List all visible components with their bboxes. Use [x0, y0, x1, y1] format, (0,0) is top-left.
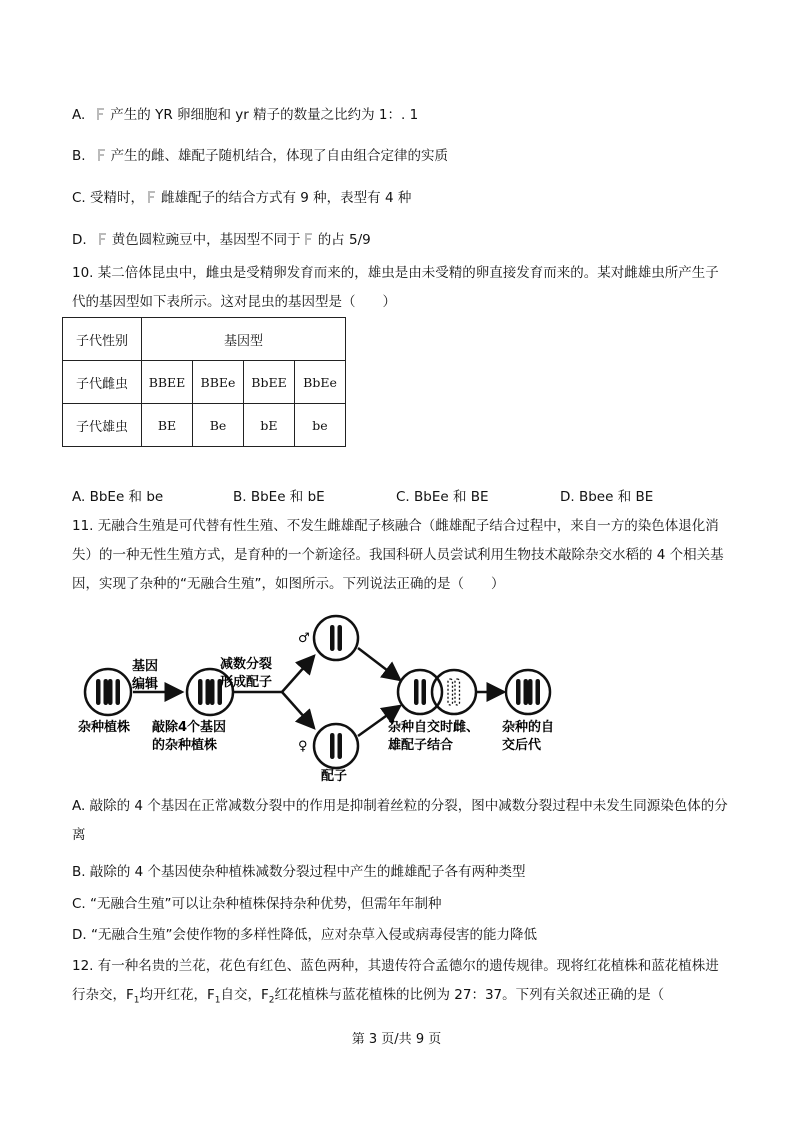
question-12-stem: 12. 有一种名贵的兰花，花色有红色、蓝色两种，其遗传符合孟德尔的遗传规律。现将红花植株和蓝花植株进行杂交，$F_1$均开红花，$F_1$自交，$F_2$红花植株与蓝花植株的比例为 27：37。下列有关叙述正确的是（: [72, 958, 719, 1006]
to-female-arrow: [282, 692, 314, 728]
offspring-label-1: 杂种的自: [502, 720, 555, 735]
f1-symbol-icon: [95, 107, 107, 121]
apomixis-diagram: [70, 612, 570, 784]
knockout-label-2: 的杂种植株: [152, 738, 218, 753]
offspring-cell: [506, 670, 550, 714]
table-row: [63, 404, 346, 447]
male-to-fusion-arrow: [358, 648, 400, 680]
table-row: [63, 361, 346, 404]
table-header-cell: 子代性别: [63, 318, 142, 361]
table-header-row: [63, 318, 346, 361]
f2-symbol-icon: [97, 232, 109, 246]
table-cell: bE: [244, 404, 295, 447]
hybrid-label: 杂种植株: [78, 720, 131, 735]
q11-choice-b: B. 敲除的 4 个基因使杂种植株减数分裂过程中产生的雌雄配子各有两种类型: [72, 864, 526, 880]
q11-choice-d: D. “无融合生殖”会使作物的多样性降低，应对杂草入侵或病毒侵害的能力降低: [72, 927, 537, 943]
knockout-label-1: 敲除4个基因: [152, 720, 227, 735]
table-cell: Be: [193, 404, 244, 447]
choice-c: C. BbEe 和 BE: [396, 489, 489, 505]
option-c: C. 受精时， 雌雄配子的结合方式有 9 种，表型有 4 种: [72, 190, 412, 206]
q11-choice-c: C. “无融合生殖”可以让杂种植株保持杂种优势，但需年年制种: [72, 896, 442, 912]
table-cell: BBEE: [142, 361, 193, 404]
table-cell: BBEe: [193, 361, 244, 404]
q11-choice-a: A. 敲除的 4 个基因在正常减数分裂中的作用是抑制着丝粒的分裂，图中减数分裂过程中未发生同源染色体的分离: [72, 798, 728, 843]
genotype-table: [62, 317, 346, 447]
table-cell: BbEE: [244, 361, 295, 404]
f1-symbol-icon: [96, 148, 108, 162]
f1-symbol-icon: [303, 232, 315, 246]
meiosis-label-2: 形成配子: [220, 675, 273, 690]
hybrid-plant-cell: [85, 669, 131, 715]
table-header-cell: 基因型: [142, 318, 346, 361]
question-11-stem: 11. 无融合生殖是可代替有性生殖、不发生雌雄配子核融合（雌雄配子结合过程中，来自一方的染色体退化消失）的一种无性生殖方式，是育种的一个新途径。我国科研人员尝试利用生物技术敲除杂交水稻的 4 个相关基因，实现了杂种的“无融合生殖”，如图所示。下列说法正确的是（ ）: [72, 518, 724, 592]
option-d: D. 黄色圆粒豌豆中，基因型不同于 的占 5/9: [72, 232, 371, 248]
choice-d: D. Bbee 和 BE: [560, 489, 654, 505]
table-cell: BbEe: [295, 361, 346, 404]
choice-a: A. BbEe 和 be: [72, 489, 164, 505]
row-label: 子代雄虫: [63, 404, 142, 447]
fusion-label-1: 杂种自交时雌、: [388, 720, 480, 735]
choice-b: B. BbEe 和 bE: [233, 489, 325, 505]
question-10-stem: 10. 某二倍体昆虫中，雌虫是受精卵发育而来的，雄虫是由未受精的卵直接发育而来的。某对雌雄虫所产生子代的基因型如下表所示。这对昆虫的基因型是（ ）: [72, 265, 719, 310]
table-cell: be: [295, 404, 346, 447]
f1-symbol-icon: [146, 190, 158, 204]
option-a: A. 产生的 YR 卵细胞和 yr 精子的数量之比约为 1：. 1: [72, 107, 419, 123]
edit-label-top: 基因: [132, 659, 159, 674]
row-label: 子代雌虫: [63, 361, 142, 404]
female-symbol: ♀: [298, 739, 308, 754]
to-male-arrow: [282, 656, 314, 692]
fusion-cells: [398, 670, 476, 714]
gamete-label: 配子: [321, 769, 348, 784]
fusion-label-2: 雄配子结合: [388, 738, 454, 753]
female-gamete-cell: [314, 724, 358, 768]
option-b: B. 产生的雌、雄配子随机结合，体现了自由组合定律的实质: [72, 148, 449, 164]
male-gamete-cell: [314, 616, 358, 660]
edit-label-bottom: 编辑: [132, 677, 159, 692]
meiosis-label-1: 减数分裂: [220, 657, 273, 672]
table-cell: BE: [142, 404, 193, 447]
male-symbol: ♂: [298, 631, 310, 646]
offspring-label-2: 交后代: [502, 738, 542, 753]
page-footer: 第 3 页/共 9 页: [351, 1032, 442, 1047]
